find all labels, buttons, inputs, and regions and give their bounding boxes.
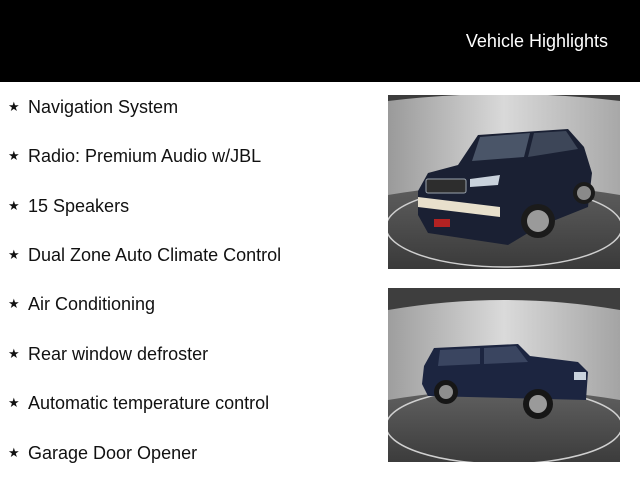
- star-bullet-icon: ★: [8, 296, 20, 311]
- star-bullet-icon: ★: [8, 198, 20, 213]
- star-bullet-icon: ★: [8, 148, 20, 163]
- feature-label: 15 Speakers: [28, 195, 130, 216]
- feature-label: Air Conditioning: [28, 293, 156, 314]
- feature-list: [0, 82, 370, 480]
- feature-label: Navigation System: [28, 96, 179, 117]
- star-bullet-icon: ★: [8, 445, 20, 460]
- feature-item: [8, 292, 155, 316]
- feature-label: Dual Zone Auto Climate Control: [28, 244, 282, 265]
- vehicle-photo-side[interactable]: [388, 288, 620, 462]
- star-bullet-icon: ★: [8, 395, 20, 410]
- vehicle-side-image: [388, 288, 620, 462]
- feature-label: Rear window defroster: [28, 343, 209, 364]
- feature-item: [8, 391, 269, 415]
- feature-item: [8, 342, 208, 366]
- vehicle-front-image: [388, 95, 620, 269]
- page-title: Vehicle Highlights: [465, 31, 608, 51]
- star-bullet-icon: ★: [8, 99, 20, 114]
- feature-label: Radio: Premium Audio w/JBL: [28, 145, 262, 166]
- feature-item: [8, 144, 261, 168]
- star-bullet-icon: ★: [8, 346, 20, 361]
- feature-label: Garage Door Opener: [28, 442, 198, 463]
- feature-item: [8, 441, 197, 465]
- feature-item: [8, 243, 281, 267]
- feature-item: [8, 194, 129, 218]
- feature-label: Automatic temperature control: [28, 392, 270, 413]
- star-bullet-icon: ★: [8, 247, 20, 262]
- header-bar: [0, 0, 640, 82]
- vehicle-photo-front[interactable]: [388, 95, 620, 269]
- feature-item: [8, 95, 178, 119]
